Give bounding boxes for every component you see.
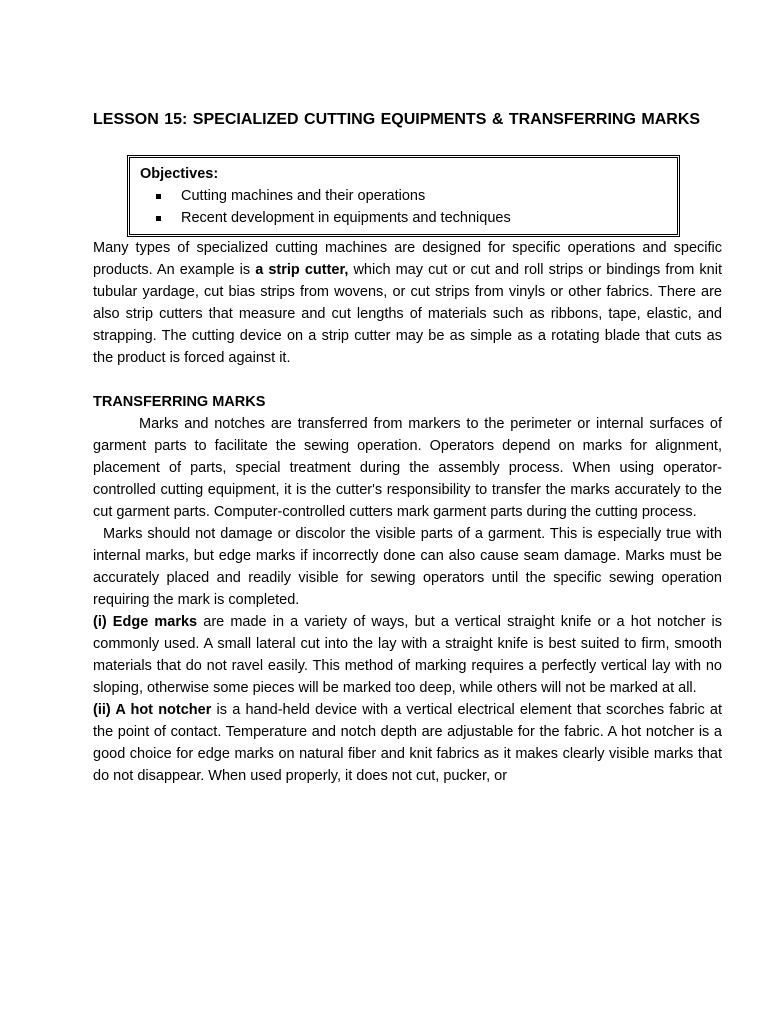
edge-marks-term: (i) Edge marks [93, 614, 198, 630]
objectives-list [140, 185, 667, 229]
objective-text: Cutting machines and their operations [181, 188, 426, 204]
intro-paragraph [93, 237, 722, 369]
strip-cutter-term: a strip cutter, [255, 262, 349, 278]
square-bullet-icon [156, 216, 161, 221]
intro-text-start: Many types of specialized cutting machines are designed for specific operations and specific products. An example is [93, 240, 722, 278]
document-page [93, 109, 722, 787]
edge-marks-text: are made in a variety of ways, but a vertical straight knife or a hot notcher is commonly used. A small lateral cut into the lay with a straight knife is best suited to firm, smooth materials that do not ravel easily. This method of marking requires a perfectly vertical lay with no sloping, otherwise some pieces will be marked too deep, while others will not be marked at all. [93, 614, 722, 696]
square-bullet-icon [156, 194, 161, 199]
edge-marks-paragraph [93, 611, 722, 699]
section-heading: TRANSFERRING MARKS [93, 394, 266, 410]
objective-item [140, 185, 667, 207]
marks-damage-paragraph: Marks should not damage or discolor the visible parts of a garment. This is especially true with internal marks, but edge marks if incorrectly done can also cause seam damage. Marks must be accurately placed and readily visible for sewing operators until the specific sewing operation requiring the mark is completed. [93, 526, 722, 608]
objectives-box [127, 155, 680, 237]
hot-notcher-paragraph [93, 699, 722, 787]
objectives-heading: Objectives: [140, 166, 219, 182]
objective-item [140, 207, 667, 229]
objective-text: Recent development in equipments and techniques [181, 210, 511, 226]
hot-notcher-term: (ii) A hot notcher [93, 702, 212, 718]
intro-text-end: which may cut or cut and roll strips or bindings from knit tubular yardage, cut bias strips from wovens, or cut strips from vinyls or other fabrics. There are also strip cutters that measure and cut lengths of materials such as ribbons, tape, elastic, and strapping. The cutting device on a strip cutter may be as simple as a rotating blade that cuts as the product is forced against it. [93, 262, 723, 366]
marks-paragraph: Marks and notches are transferred from markers to the perimeter or internal surfaces of garment parts to facilitate the sewing operation. Operators depend on marks for alignment, placement of parts, special treatment during the assembly process. When using operator-controlled cutting equipment, it is the cutter's responsibility to transfer the marks accurately to the cut garment parts. Computer-controlled cutters mark garment parts during the cutting process. [93, 416, 722, 520]
lesson-title: LESSON 15: SPECIALIZED CUTTING EQUIPMENTS & TRANSFERRING MARKS [93, 111, 701, 128]
hot-notcher-text: is a hand-held device with a vertical electrical element that scorches fabric at the point of contact. Temperature and notch depth are adjustable for the fabric. A hot notcher is a good choice for edge marks on natural fiber and knit fabrics as it makes clearly visible marks that do not disappear. When used properly, it does not cut, pucker, or [93, 702, 722, 784]
